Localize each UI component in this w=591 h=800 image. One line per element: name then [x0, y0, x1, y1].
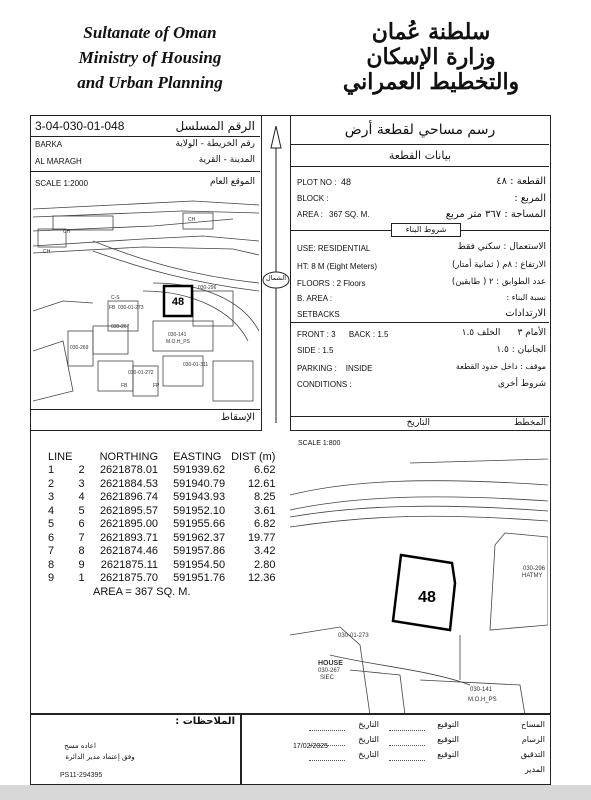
area-arabic: المساحة : ٣٦٧ متر مربع [445, 209, 546, 220]
parking-value: PARKING : INSIDE [297, 364, 373, 373]
col-line: LINE [48, 450, 73, 463]
plot-no-value: 48 [341, 177, 352, 187]
line-from: 9 [48, 572, 55, 585]
coordinate-row [45, 518, 278, 532]
drawing-date: 17/02/2025 [293, 743, 329, 750]
conditions-arabic: شروط أخرى [497, 379, 546, 389]
height-value: HT: 8 M (Eight Meters) [297, 262, 378, 271]
date-label: التاريخ [358, 750, 379, 759]
building-area-arabic: نسبة البناء : [506, 293, 546, 302]
map-scale: SCALE 1:2000 [35, 179, 88, 188]
wilayat-value: BARKA [35, 140, 63, 149]
header-en-line-3: and Urban Planning [77, 73, 223, 92]
easting: 591962.37 [173, 531, 226, 544]
signature-row [245, 750, 549, 764]
easting: 591940.79 [173, 477, 226, 490]
coordinate-row [45, 504, 278, 518]
northing: 2621896.74 [99, 491, 159, 504]
block-arabic: المربع : [514, 193, 546, 204]
distance: 3.42 [254, 545, 276, 558]
date-label: التاريخ [358, 735, 379, 744]
northing: 2621884.53 [99, 477, 159, 490]
line-from: 6 [48, 531, 55, 544]
village-value: AL MARAGH [35, 157, 82, 166]
line-from: 7 [48, 545, 55, 558]
coordinate-row [45, 545, 278, 559]
role-label: الرسام [521, 735, 545, 744]
map-label-fb-1: FB [109, 305, 116, 311]
map-label-cs: C-S [111, 295, 120, 301]
plot-no-arabic: القطعة : ٤٨ [496, 176, 546, 187]
location-map [33, 191, 259, 406]
coordinates-table [45, 450, 278, 585]
floors-arabic: عدد الطوابق : ٢ ( طابقين) [451, 277, 546, 287]
map-label-ch-1: CH [188, 217, 196, 223]
northing: 2621878.01 [99, 464, 159, 477]
coordinate-row [45, 477, 278, 491]
distance: 8.25 [254, 491, 276, 504]
signature-label: التوقيع [437, 735, 459, 744]
detail-map [290, 455, 548, 715]
line-to: 9 [78, 558, 85, 571]
role-label: المساح [520, 720, 545, 729]
signature-line [389, 745, 425, 746]
map-label-030-01-311: 030-01-311 [183, 362, 209, 368]
line-from: 8 [48, 558, 55, 571]
wilayat-label: رقم الخريطة - الولاية [175, 139, 255, 149]
northing: 2621875.11 [100, 558, 159, 571]
right-top-panel [290, 115, 551, 431]
line-to: 6 [78, 518, 85, 531]
floors-value: FLOORS : 2 Floors [297, 279, 366, 288]
signature-line [309, 760, 345, 761]
detail-label-siec: SIEC [320, 675, 335, 681]
line-to: 8 [78, 545, 85, 558]
easting: 591957.86 [173, 545, 226, 558]
signature-block [245, 720, 549, 782]
ministry-name-english [40, 20, 260, 95]
distance: 3.61 [254, 504, 276, 517]
reference-number: PS11-294395 [60, 772, 103, 779]
map-label-030-01-272: 030-01-272 [128, 370, 154, 376]
ministry-name-arabic [331, 20, 531, 95]
header-en-line-2: Ministry of Housing [78, 48, 222, 67]
block-label: BLOCK : [297, 194, 329, 203]
easting: 591943.93 [173, 491, 226, 504]
detail-label-030-267: 030-267 [318, 668, 341, 674]
survey-title: رسم مساحي لقطعة أرض [344, 122, 496, 138]
detail-label-030-141: 030-141 [470, 687, 493, 693]
coordinates-table-section [45, 450, 278, 598]
easting: 591939.62 [173, 464, 226, 477]
parking-arabic: موقف : داخل حدود القطعة [455, 362, 546, 371]
line-to: 3 [78, 477, 85, 490]
map-label-030-01-273: 030-01-273 [118, 305, 144, 311]
northing: 2621875.70 [99, 572, 159, 585]
date-label: التاريخ [358, 720, 379, 729]
notes-title: الملاحظات : [175, 716, 235, 727]
line-from: 3 [48, 491, 55, 504]
conditions-label: CONDITIONS : [297, 380, 352, 389]
setbacks-label: SETBACKS [297, 310, 340, 319]
col-northing: NORTHING [99, 450, 159, 463]
planner-date-label: التاريخ [406, 418, 430, 428]
serial-value: 3-04-030-01-048 [35, 119, 125, 133]
map-label-ch-2: CH [63, 229, 71, 235]
detail-map-plot-label: 48 [418, 589, 436, 606]
easting: 591954.50 [173, 558, 226, 571]
height-arabic: الارتفاع : ٨م ( ثمانية أمتار) [451, 260, 546, 270]
distance: 12.61 [247, 477, 276, 490]
coordinate-row [45, 531, 278, 545]
northing: 2621893.71 [99, 531, 159, 544]
map-label-fb-2: FB [121, 383, 128, 389]
village-label: المدينة - القرية [198, 155, 255, 165]
use-value: USE: RESIDENTIAL [297, 244, 371, 253]
left-top-panel [30, 115, 262, 431]
setbacks-arabic: الارتدادات [505, 308, 546, 319]
notes-line-2: وفق إعتماد مدير الدائرة [65, 753, 135, 761]
area-value: 367 SQ. M. [329, 210, 370, 219]
distance: 2.80 [254, 558, 276, 571]
use-arabic: الاستعمال : سكني فقط [457, 242, 546, 252]
location-map-plot-label: 48 [171, 296, 185, 308]
coordinate-row [45, 491, 278, 505]
map-label-030-267: 030-267 [111, 324, 130, 330]
distance: 19.77 [247, 531, 276, 544]
detail-label-hatmy: HATMY [522, 573, 543, 579]
line-to: 4 [78, 491, 85, 504]
map-label-030-269: 030-269 [70, 345, 89, 351]
signature-row [245, 765, 549, 779]
distance: 6.82 [254, 518, 276, 531]
role-label: التدقيق [520, 750, 545, 759]
map-label-030-141: 030-141 [168, 332, 187, 338]
plot-data-title: بيانات القطعة [388, 149, 452, 162]
signature-label: التوقيع [437, 720, 459, 729]
northing: 2621874.46 [99, 545, 159, 558]
line-from: 1 [48, 464, 55, 477]
detail-map-scale: SCALE 1:800 [298, 440, 341, 447]
front-back-setback: FRONT : 3 BACK : 1.5 [297, 330, 389, 339]
easting: 591952.10 [173, 504, 226, 517]
signature-line [309, 730, 345, 731]
side-setback: SIDE : 1.5 [297, 346, 334, 355]
northing: 2621895.00 [99, 518, 159, 531]
map-label-moh-ps: M.O.H_PS [166, 339, 190, 345]
coordinate-row [45, 464, 278, 478]
col-dist: DIST (m) [231, 450, 276, 463]
notes-line-1: اعاده مسح [64, 742, 96, 750]
line-from: 5 [48, 518, 55, 531]
northing: 2621895.57 [99, 504, 159, 517]
header-ar-line-1: سلطنة عُمان [371, 19, 491, 45]
role-label: المدير [524, 765, 545, 774]
header-en-line-1: Sultanate of Oman [83, 23, 217, 42]
area-label: AREA : [297, 210, 323, 219]
distance: 6.62 [254, 464, 276, 477]
side-arabic: الجانبان : ١.٥ [496, 345, 546, 355]
map-label-fp: FP [153, 383, 160, 389]
building-conditions-title: شروط البناء [391, 223, 461, 237]
line-to: 1 [78, 572, 85, 585]
signature-row [245, 735, 549, 749]
detail-label-house: HOUSE [318, 660, 343, 667]
projection-label: الإسقاط [220, 412, 255, 423]
line-to: 7 [78, 531, 85, 544]
header-ar-line-3: والتخطيط العمراني [342, 69, 520, 95]
detail-label-030-296: 030-296 [523, 566, 546, 572]
signature-row [245, 720, 549, 734]
line-from: 4 [48, 504, 55, 517]
line-to: 2 [78, 464, 85, 477]
line-to: 5 [78, 504, 85, 517]
bottom-strip [0, 785, 591, 800]
signature-label: التوقيع [437, 750, 459, 759]
front-back-arabic: الأمام ٣ الخلف ١.٥ [461, 328, 546, 338]
detail-label-030-01-273: 030-01-273 [338, 633, 369, 639]
total-area: AREA = 367 SQ. M. [93, 586, 191, 598]
plot-no-label: PLOT NO : [297, 178, 337, 187]
col-line-to [75, 450, 87, 464]
planner-label: المخطط [513, 418, 546, 428]
map-label-ch-3: CH [43, 249, 51, 255]
signature-line [389, 730, 425, 731]
detail-label-moh-ps: M.O.H_PS [468, 697, 497, 703]
serial-label: الرقم المسلسل [175, 119, 255, 133]
coordinates-header-row [45, 450, 278, 464]
map-label-030-296: 030-296 [198, 285, 217, 291]
line-from: 2 [48, 477, 55, 490]
north-label: الشمال [265, 274, 287, 282]
coordinate-row [45, 558, 278, 572]
coordinate-row [45, 572, 278, 586]
easting: 591951.76 [173, 572, 226, 585]
header-ar-line-2: وزارة الإسكان [366, 44, 496, 70]
general-location-label: الموقع العام [210, 177, 255, 187]
signature-line [389, 760, 425, 761]
col-easting: EASTING [173, 450, 222, 463]
distance: 12.36 [247, 572, 276, 585]
easting: 591955.66 [173, 518, 226, 531]
building-area-label: B. AREA : [297, 294, 333, 303]
